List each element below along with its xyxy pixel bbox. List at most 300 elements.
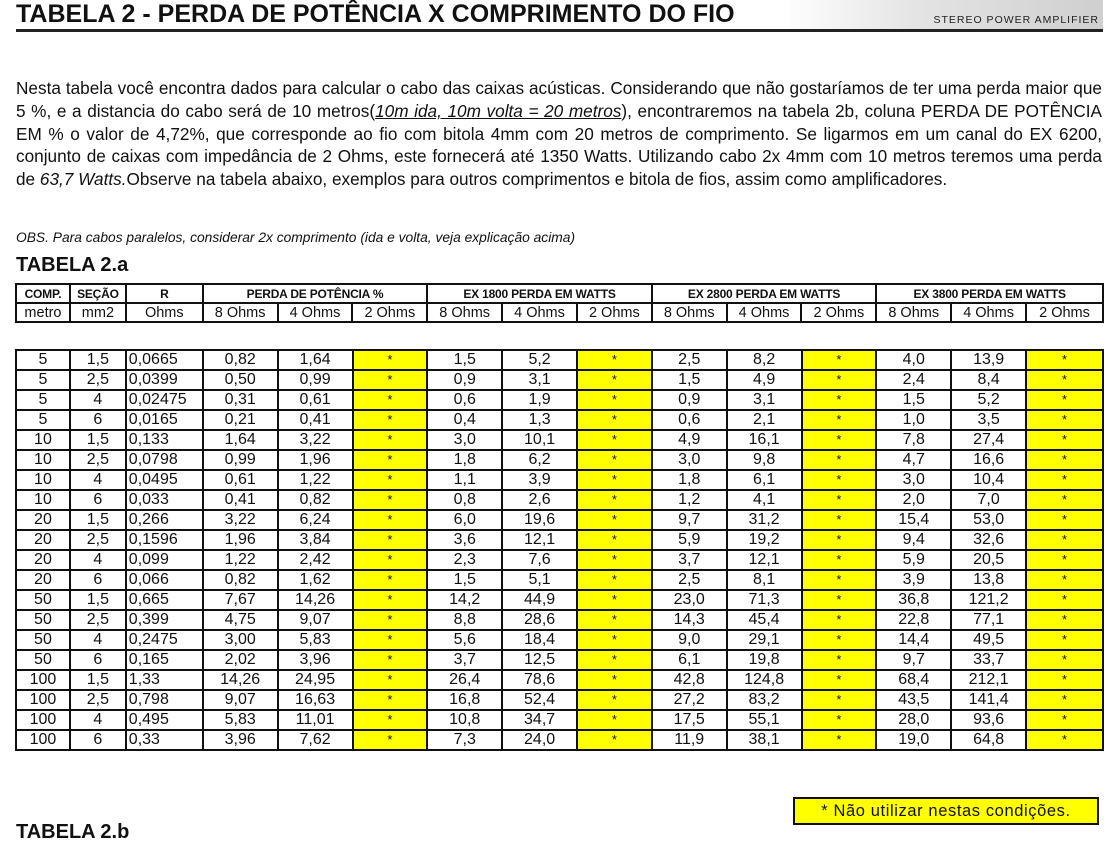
intro-text-3: Observe na tabela abaixo, exemplos para outros comprimentos e bitola de fios, assim como amplificadores.	[126, 169, 948, 190]
table-cell: 2,5	[70, 450, 126, 470]
table-cell: 0,0665	[126, 350, 203, 370]
table-cell: 10	[16, 470, 70, 490]
warning-note: * Não utilizar nestas condições.	[793, 797, 1099, 825]
data-table	[15, 349, 1104, 751]
table-cell: 1,22	[203, 550, 278, 570]
table-cell: 34,7	[502, 710, 577, 730]
not-recommended-cell: *	[353, 610, 428, 630]
not-recommended-cell: *	[353, 570, 428, 590]
table-cell: 3,84	[278, 530, 353, 550]
unit-header-cell: 4 Ohms	[727, 303, 802, 322]
table-cell: 16,1	[727, 430, 802, 450]
table-cell: 29,1	[727, 630, 802, 650]
not-recommended-cell: *	[802, 390, 877, 410]
table-cell: 83,2	[727, 690, 802, 710]
table-cell: 3,96	[203, 730, 278, 750]
table-cell: 0,33	[126, 730, 203, 750]
table-cell: 6,24	[278, 510, 353, 530]
table-cell: 2,5	[652, 350, 727, 370]
table-cell: 5,9	[652, 530, 727, 550]
table-row	[16, 410, 1103, 430]
not-recommended-cell: *	[1026, 670, 1103, 690]
unit-header-cell: 4 Ohms	[278, 303, 353, 322]
table-cell: 3,7	[652, 550, 727, 570]
table-cell: 4	[70, 710, 126, 730]
not-recommended-cell: *	[577, 490, 652, 510]
brand-banner	[790, 0, 1103, 29]
not-recommended-cell: *	[1026, 370, 1103, 390]
not-recommended-cell: *	[577, 590, 652, 610]
table-cell: 141,4	[951, 690, 1026, 710]
header-cell: PERDA DE POTÊNCIA %	[203, 284, 428, 303]
next-table-title: TABELA 2.b	[16, 821, 130, 843]
table-cell: 2,5	[70, 610, 126, 630]
not-recommended-cell: *	[802, 350, 877, 370]
table-cell: 19,8	[727, 650, 802, 670]
table-title: TABELA 2.a	[16, 254, 129, 276]
table-cell: 24,0	[502, 730, 577, 750]
not-recommended-cell: *	[1026, 410, 1103, 430]
table-cell: 5,6	[427, 630, 502, 650]
table-cell: 1,5	[652, 370, 727, 390]
table-cell: 212,1	[951, 670, 1026, 690]
table-cell: 71,3	[727, 590, 802, 610]
table-cell: 3,9	[876, 570, 951, 590]
header-cell: SEÇÃO	[70, 284, 126, 303]
not-recommended-cell: *	[353, 550, 428, 570]
not-recommended-cell: *	[1026, 710, 1103, 730]
table-cell: 0,798	[126, 690, 203, 710]
table-cell: 20,5	[951, 550, 1026, 570]
not-recommended-cell: *	[1026, 510, 1103, 530]
table-row	[16, 510, 1103, 530]
table-cell: 1,0	[876, 410, 951, 430]
unit-header-cell: mm2	[70, 303, 126, 322]
table-cell: 3,9	[502, 470, 577, 490]
table-cell: 0,066	[126, 570, 203, 590]
table-cell: 31,2	[727, 510, 802, 530]
not-recommended-cell: *	[577, 650, 652, 670]
not-recommended-cell: *	[577, 510, 652, 530]
table-cell: 45,4	[727, 610, 802, 630]
table-cell: 20	[16, 510, 70, 530]
table-cell: 0,41	[278, 410, 353, 430]
table-cell: 1,5	[70, 670, 126, 690]
table-cell: 5,83	[278, 630, 353, 650]
table-row	[16, 590, 1103, 610]
table-cell: 2,5	[70, 690, 126, 710]
table-cell: 23,0	[652, 590, 727, 610]
table-cell: 0,82	[203, 570, 278, 590]
table-cell: 2,5	[652, 570, 727, 590]
table-cell: 1,5	[876, 390, 951, 410]
table-cell: 16,63	[278, 690, 353, 710]
not-recommended-cell: *	[353, 530, 428, 550]
unit-header-cell: metro	[16, 303, 70, 322]
table-cell: 27,2	[652, 690, 727, 710]
table-cell: 0,21	[203, 410, 278, 430]
table-cell: 36,8	[876, 590, 951, 610]
table-cell: 5	[16, 370, 70, 390]
not-recommended-cell: *	[802, 630, 877, 650]
table-cell: 0,61	[203, 470, 278, 490]
table-cell: 5,1	[502, 570, 577, 590]
table-cell: 2,5	[70, 530, 126, 550]
table-cell: 3,5	[951, 410, 1026, 430]
table-cell: 0,6	[652, 410, 727, 430]
table-cell: 50	[16, 630, 70, 650]
table-cell: 11,01	[278, 710, 353, 730]
table-cell: 0,61	[278, 390, 353, 410]
table-cell: 7,6	[502, 550, 577, 570]
table-cell: 4,9	[727, 370, 802, 390]
table-cell: 1,33	[126, 670, 203, 690]
table-cell: 13,9	[951, 350, 1026, 370]
not-recommended-cell: *	[1026, 590, 1103, 610]
table-cell: 8,2	[727, 350, 802, 370]
table-cell: 0,1596	[126, 530, 203, 550]
table-cell: 9,7	[652, 510, 727, 530]
table-cell: 124,8	[727, 670, 802, 690]
table-cell: 5,2	[502, 350, 577, 370]
table-cell: 9,0	[652, 630, 727, 650]
not-recommended-cell: *	[1026, 390, 1103, 410]
table-cell: 93,6	[951, 710, 1026, 730]
not-recommended-cell: *	[577, 410, 652, 430]
unit-header-cell: 8 Ohms	[876, 303, 951, 322]
table-cell: 6	[70, 570, 126, 590]
table-cell: 3,22	[278, 430, 353, 450]
not-recommended-cell: *	[353, 510, 428, 530]
not-recommended-cell: *	[802, 370, 877, 390]
not-recommended-cell: *	[577, 430, 652, 450]
not-recommended-cell: *	[1026, 490, 1103, 510]
table-cell: 5	[16, 350, 70, 370]
table-cell: 20	[16, 550, 70, 570]
not-recommended-cell: *	[353, 430, 428, 450]
table-cell: 6	[70, 410, 126, 430]
table-cell: 0,9	[652, 390, 727, 410]
table-cell: 10	[16, 430, 70, 450]
header-cell: EX 3800 PERDA EM WATTS	[876, 284, 1103, 303]
not-recommended-cell: *	[802, 650, 877, 670]
not-recommended-cell: *	[577, 570, 652, 590]
intro-paragraph	[16, 77, 1102, 191]
not-recommended-cell: *	[1026, 650, 1103, 670]
table-cell: 7,8	[876, 430, 951, 450]
table-cell: 0,099	[126, 550, 203, 570]
table-cell: 16,6	[951, 450, 1026, 470]
not-recommended-cell: *	[802, 670, 877, 690]
group-header-row	[16, 284, 1103, 303]
table-cell: 4,9	[652, 430, 727, 450]
not-recommended-cell: *	[802, 490, 877, 510]
unit-header-cell: 2 Ohms	[577, 303, 652, 322]
not-recommended-cell: *	[802, 690, 877, 710]
table-cell: 4,7	[876, 450, 951, 470]
table-cell: 20	[16, 570, 70, 590]
table-cell: 6,1	[652, 650, 727, 670]
not-recommended-cell: *	[577, 530, 652, 550]
not-recommended-cell: *	[577, 690, 652, 710]
table-cell: 1,64	[203, 430, 278, 450]
table-cell: 44,9	[502, 590, 577, 610]
table-cell: 9,7	[876, 650, 951, 670]
table-cell: 0,133	[126, 430, 203, 450]
table-cell: 100	[16, 710, 70, 730]
table-cell: 3,7	[427, 650, 502, 670]
table-cell: 43,5	[876, 690, 951, 710]
table-cell: 1,5	[70, 430, 126, 450]
table-cell: 10,8	[427, 710, 502, 730]
table-cell: 1,5	[70, 590, 126, 610]
table-cell: 0,033	[126, 490, 203, 510]
table-cell: 0,02475	[126, 390, 203, 410]
table-cell: 3,00	[203, 630, 278, 650]
not-recommended-cell: *	[577, 730, 652, 750]
table-cell: 10	[16, 450, 70, 470]
table-cell: 20	[16, 530, 70, 550]
not-recommended-cell: *	[577, 550, 652, 570]
table-row	[16, 650, 1103, 670]
table-row	[16, 430, 1103, 450]
intro-italic: 63,7 Watts.	[39, 169, 127, 190]
table-cell: 1,5	[427, 350, 502, 370]
table-cell: 14,3	[652, 610, 727, 630]
not-recommended-cell: *	[1026, 690, 1103, 710]
not-recommended-cell: *	[577, 450, 652, 470]
not-recommended-cell: *	[1026, 730, 1103, 750]
table-cell: 3,1	[502, 370, 577, 390]
table-row	[16, 710, 1103, 730]
not-recommended-cell: *	[1026, 430, 1103, 450]
table-cell: 121,2	[951, 590, 1026, 610]
not-recommended-cell: *	[353, 490, 428, 510]
table-row	[16, 610, 1103, 630]
table-cell: 12,5	[502, 650, 577, 670]
table-cell: 0,8	[427, 490, 502, 510]
unit-header-row	[16, 303, 1103, 322]
table-cell: 10,4	[951, 470, 1026, 490]
header-cell: R	[126, 284, 203, 303]
intro-text-1: Nesta tabela você encontra dados para calcular o cabo das caixas acústicas. Considerando que não gostaríamos de ter uma perda maior que 5 %, e a distancia do cabo será de 10 metros(	[16, 78, 1102, 121]
table-cell: 0,495	[126, 710, 203, 730]
not-recommended-cell: *	[353, 690, 428, 710]
header-cell: COMP.	[16, 284, 70, 303]
table-row	[16, 370, 1103, 390]
table-header	[15, 283, 1104, 323]
not-recommended-cell: *	[1026, 450, 1103, 470]
table-cell: 5,9	[876, 550, 951, 570]
table-cell: 22,8	[876, 610, 951, 630]
table-cell: 2,4	[876, 370, 951, 390]
table-cell: 14,4	[876, 630, 951, 650]
table-cell: 1,64	[278, 350, 353, 370]
table-row	[16, 630, 1103, 650]
table-cell: 13,8	[951, 570, 1026, 590]
table-cell: 28,0	[876, 710, 951, 730]
table-row	[16, 530, 1103, 550]
not-recommended-cell: *	[577, 350, 652, 370]
table-cell: 3,1	[727, 390, 802, 410]
table-cell: 0,82	[203, 350, 278, 370]
not-recommended-cell: *	[802, 410, 877, 430]
table-cell: 18,4	[502, 630, 577, 650]
table-cell: 2,1	[727, 410, 802, 430]
table-cell: 50	[16, 590, 70, 610]
table-cell: 19,2	[727, 530, 802, 550]
table-row	[16, 470, 1103, 490]
table-cell: 0,9	[427, 370, 502, 390]
table-row	[16, 550, 1103, 570]
table-cell: 1,1	[427, 470, 502, 490]
table-cell: 0,41	[203, 490, 278, 510]
not-recommended-cell: *	[353, 450, 428, 470]
table-cell: 7,67	[203, 590, 278, 610]
table-cell: 4	[70, 390, 126, 410]
table-cell: 28,6	[502, 610, 577, 630]
table-cell: 0,0798	[126, 450, 203, 470]
table-cell: 0,0165	[126, 410, 203, 430]
not-recommended-cell: *	[577, 390, 652, 410]
table-cell: 38,1	[727, 730, 802, 750]
table-cell: 2,6	[502, 490, 577, 510]
table-row	[16, 350, 1103, 370]
table-cell: 1,5	[427, 570, 502, 590]
table-cell: 64,8	[951, 730, 1026, 750]
table-cell: 52,4	[502, 690, 577, 710]
not-recommended-cell: *	[802, 430, 877, 450]
brand-label: STEREO POWER AMPLIFIER	[933, 14, 1099, 26]
not-recommended-cell: *	[353, 590, 428, 610]
table-cell: 19,0	[876, 730, 951, 750]
not-recommended-cell: *	[353, 670, 428, 690]
not-recommended-cell: *	[802, 530, 877, 550]
table-cell: 0,399	[126, 610, 203, 630]
table-cell: 1,2	[652, 490, 727, 510]
table-cell: 3,6	[427, 530, 502, 550]
not-recommended-cell: *	[1026, 550, 1103, 570]
not-recommended-cell: *	[802, 610, 877, 630]
table-cell: 6	[70, 490, 126, 510]
table-cell: 10	[16, 490, 70, 510]
table-cell: 0,99	[203, 450, 278, 470]
table-cell: 100	[16, 670, 70, 690]
table-row	[16, 730, 1103, 750]
table-cell: 1,8	[427, 450, 502, 470]
not-recommended-cell: *	[802, 590, 877, 610]
not-recommended-cell: *	[1026, 470, 1103, 490]
not-recommended-cell: *	[577, 710, 652, 730]
table-cell: 27,4	[951, 430, 1026, 450]
title-divider	[16, 29, 1103, 32]
table-cell: 50	[16, 610, 70, 630]
table-cell: 7,0	[951, 490, 1026, 510]
table-cell: 14,26	[203, 670, 278, 690]
intro-text-2: ), encontraremos na tabela 2b, coluna PERDA DE POTÊNCIA EM % o valor de 4,72%, que corresponde ao fio com bitola 4mm com 20 metros de comprimento. Se ligarmos em um canal do EX 6200, conjunto de caixas com impedância de 2 Ohms, este fornecerá até 1350 Watts. Utilizando cabo 2x 4mm com 10 metros teremos uma perda de	[16, 100, 1102, 190]
not-recommended-cell: *	[353, 410, 428, 430]
unit-header-cell: 2 Ohms	[1026, 303, 1103, 322]
intro-underlined: 10m ida, 10m volta = 20 metros	[375, 100, 622, 121]
table-cell: 1,96	[278, 450, 353, 470]
table-cell: 5	[16, 410, 70, 430]
table-cell: 0,31	[203, 390, 278, 410]
not-recommended-cell: *	[802, 550, 877, 570]
not-recommended-cell: *	[353, 350, 428, 370]
table-cell: 55,1	[727, 710, 802, 730]
table-cell: 8,1	[727, 570, 802, 590]
header-cell: EX 2800 PERDA EM WATTS	[652, 284, 877, 303]
table-cell: 1,5	[70, 510, 126, 530]
table-cell: 78,6	[502, 670, 577, 690]
table-cell: 9,4	[876, 530, 951, 550]
not-recommended-cell: *	[802, 710, 877, 730]
table-cell: 0,4	[427, 410, 502, 430]
table-cell: 6	[70, 730, 126, 750]
unit-header-cell: 8 Ohms	[427, 303, 502, 322]
table-cell: 7,3	[427, 730, 502, 750]
table-row	[16, 490, 1103, 510]
table-cell: 53,0	[951, 510, 1026, 530]
not-recommended-cell: *	[1026, 630, 1103, 650]
table-cell: 2,5	[70, 370, 126, 390]
table-cell: 15,4	[876, 510, 951, 530]
not-recommended-cell: *	[353, 630, 428, 650]
table-cell: 14,2	[427, 590, 502, 610]
table-cell: 8,8	[427, 610, 502, 630]
table-cell: 4,75	[203, 610, 278, 630]
header-cell: EX 1800 PERDA EM WATTS	[427, 284, 652, 303]
table-cell: 0,6	[427, 390, 502, 410]
table-cell: 68,4	[876, 670, 951, 690]
not-recommended-cell: *	[577, 370, 652, 390]
table-cell: 9,07	[203, 690, 278, 710]
table-cell: 26,4	[427, 670, 502, 690]
table-row	[16, 570, 1103, 590]
table-cell: 0,665	[126, 590, 203, 610]
table-cell: 4,1	[727, 490, 802, 510]
table-cell: 1,96	[203, 530, 278, 550]
table-cell: 33,7	[951, 650, 1026, 670]
table-cell: 3,0	[876, 470, 951, 490]
table-cell: 0,266	[126, 510, 203, 530]
unit-header-cell: 2 Ohms	[801, 303, 876, 322]
not-recommended-cell: *	[577, 470, 652, 490]
table-cell: 12,1	[727, 550, 802, 570]
not-recommended-cell: *	[577, 630, 652, 650]
table-row	[16, 390, 1103, 410]
not-recommended-cell: *	[353, 730, 428, 750]
not-recommended-cell: *	[353, 650, 428, 670]
not-recommended-cell: *	[577, 670, 652, 690]
not-recommended-cell: *	[802, 450, 877, 470]
not-recommended-cell: *	[802, 470, 877, 490]
table-cell: 3,96	[278, 650, 353, 670]
unit-header-cell: 8 Ohms	[203, 303, 278, 322]
unit-header-cell: 8 Ohms	[652, 303, 727, 322]
unit-header-cell: Ohms	[126, 303, 203, 322]
not-recommended-cell: *	[1026, 610, 1103, 630]
table-cell: 4	[70, 630, 126, 650]
unit-header-cell: 4 Ohms	[502, 303, 577, 322]
unit-header-cell: 4 Ohms	[951, 303, 1026, 322]
table-cell: 2,42	[278, 550, 353, 570]
table-cell: 7,62	[278, 730, 353, 750]
not-recommended-cell: *	[802, 510, 877, 530]
obs-note: OBS. Para cabos paralelos, considerar 2x comprimento (ida e volta, veja explicação acima)	[16, 230, 576, 245]
table-cell: 4,0	[876, 350, 951, 370]
table-row	[16, 450, 1103, 470]
